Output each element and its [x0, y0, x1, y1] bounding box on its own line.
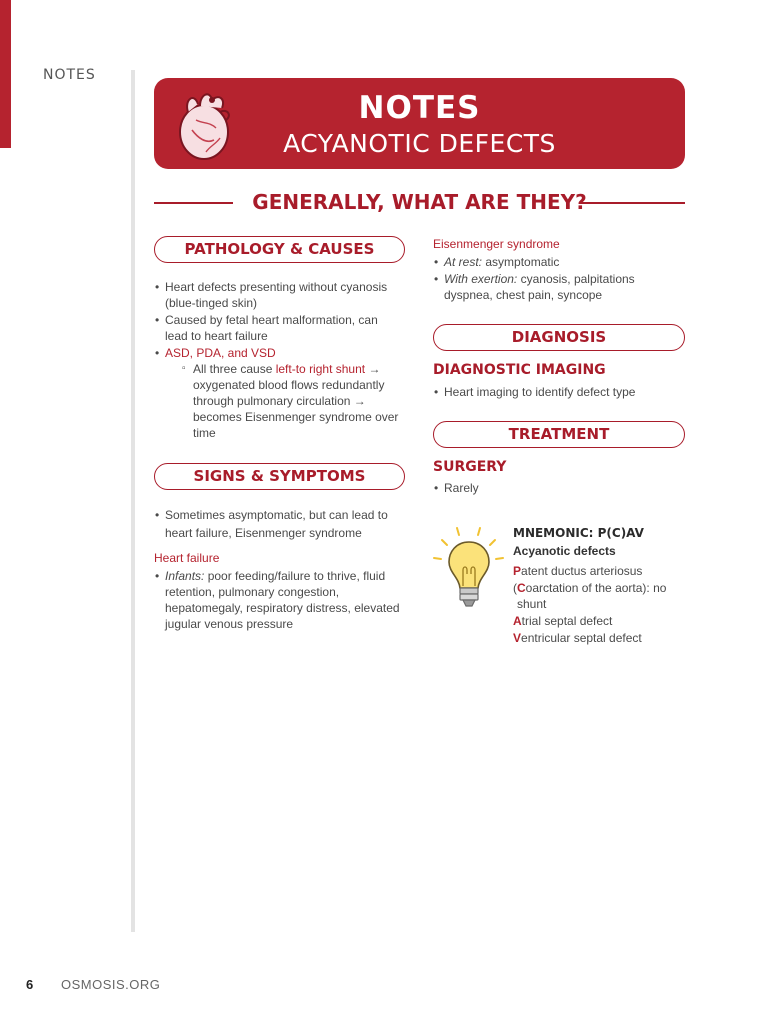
vertical-divider	[131, 70, 135, 932]
eisenmenger-content	[433, 254, 681, 304]
banner-title: NOTES	[358, 90, 481, 126]
list-item	[154, 312, 402, 344]
pathology-bullet-2: Caused by fetal heart malformation, can lead to heart failure	[165, 313, 378, 343]
diagnosis-bullet-1: Heart imaging to identify defect type	[444, 385, 636, 399]
lightbulb-icon	[432, 526, 506, 618]
exertion-label: With exertion:	[444, 272, 518, 286]
list-item	[154, 568, 402, 632]
mnemonic-letter: P	[513, 564, 522, 578]
page-number: 6	[26, 977, 34, 992]
diagnostic-imaging-heading: DIAGNOSTIC IMAGING	[433, 362, 606, 378]
pathology-content	[154, 279, 402, 442]
shunt-term: left-to right shunt	[275, 362, 366, 376]
mnemonic-line-a	[513, 613, 688, 629]
mnemonic-line-v	[513, 630, 688, 646]
mnemonic-paren: (	[513, 581, 517, 595]
section-title: GENERALLY, WHAT ARE THEY?	[252, 190, 587, 214]
banner-subtitle: ACYANOTIC DEFECTS	[283, 129, 556, 158]
eisenmenger-heading: Eisenmenger syndrome	[433, 237, 560, 251]
list-item	[154, 506, 402, 542]
mnemonic-title: MNEMONIC: P(C)AV	[513, 526, 644, 540]
treatment-content	[433, 480, 681, 497]
left-accent-bar	[0, 0, 11, 148]
list-item	[154, 279, 402, 311]
mnemonic-line-c	[513, 580, 688, 612]
treatment-bullet-1: Rarely	[444, 481, 479, 495]
mnemonic-list	[513, 563, 688, 646]
surgery-heading: SURGERY	[433, 459, 507, 475]
section-heading	[154, 188, 685, 218]
heart-failure-heading: Heart failure	[154, 551, 220, 565]
list-item	[433, 384, 681, 400]
signs-bullet-1: Sometimes asymptomatic, but can lead to heart failure, Eisenmenger syndrome	[165, 508, 388, 540]
infants-text: poor feeding/failure to thrive, fluid retention, pulmonary congestion, hepatomegaly, respiratory distress, elevated jugular venous pressure	[165, 569, 400, 631]
mnemonic-subtitle: Acyanotic defects	[513, 544, 616, 558]
mnemonic-text: atent ductus arteriosus	[521, 564, 643, 578]
mnemonic-text: trial septal defect	[521, 614, 613, 628]
mnemonic-letter: A	[513, 614, 522, 628]
treatment-heading: TREATMENT	[433, 421, 685, 448]
mnemonic-text: entricular septal defect	[521, 631, 642, 645]
pathology-bullet-3: ASD, PDA, and VSD	[165, 346, 276, 360]
side-label: NOTES	[43, 67, 96, 83]
diagnosis-content	[433, 384, 681, 401]
pathology-heading: PATHOLOGY & CAUSES	[154, 236, 405, 263]
signs-heading: SIGNS & SYMPTOMS	[154, 463, 405, 490]
infants-label: Infants:	[165, 569, 205, 583]
pathology-bullet-1: Heart defects presenting without cyanosis (blue-tinged skin)	[165, 280, 388, 310]
at-rest-text: asymptomatic	[482, 255, 560, 269]
heart-failure-content	[154, 568, 402, 633]
title-banner	[154, 78, 685, 169]
at-rest-label: At rest:	[444, 255, 483, 269]
list-item	[433, 271, 681, 303]
footer-site[interactable]: OSMOSIS.ORG	[61, 977, 161, 992]
mnemonic-text: oarctation of the aorta): no shunt	[517, 581, 667, 611]
mnemonic-letter: V	[513, 631, 522, 645]
list-item	[154, 345, 402, 441]
diagnosis-heading: DIAGNOSIS	[433, 324, 685, 351]
list-item	[433, 480, 681, 496]
sub-list-item	[182, 361, 402, 441]
shunt-description: → oxygenated blood flows redundantly through pulmonary circulation → becomes Eisenmenger syndrome over time	[193, 362, 399, 440]
exertion-text: cyanosis, palpitations dyspnea, chest pain, syncope	[444, 272, 635, 302]
mnemonic-letter: C	[517, 581, 526, 595]
shunt-prefix: All three cause	[193, 362, 276, 376]
mnemonic-line-p	[513, 563, 688, 579]
signs-content	[154, 506, 402, 543]
list-item	[433, 254, 681, 270]
